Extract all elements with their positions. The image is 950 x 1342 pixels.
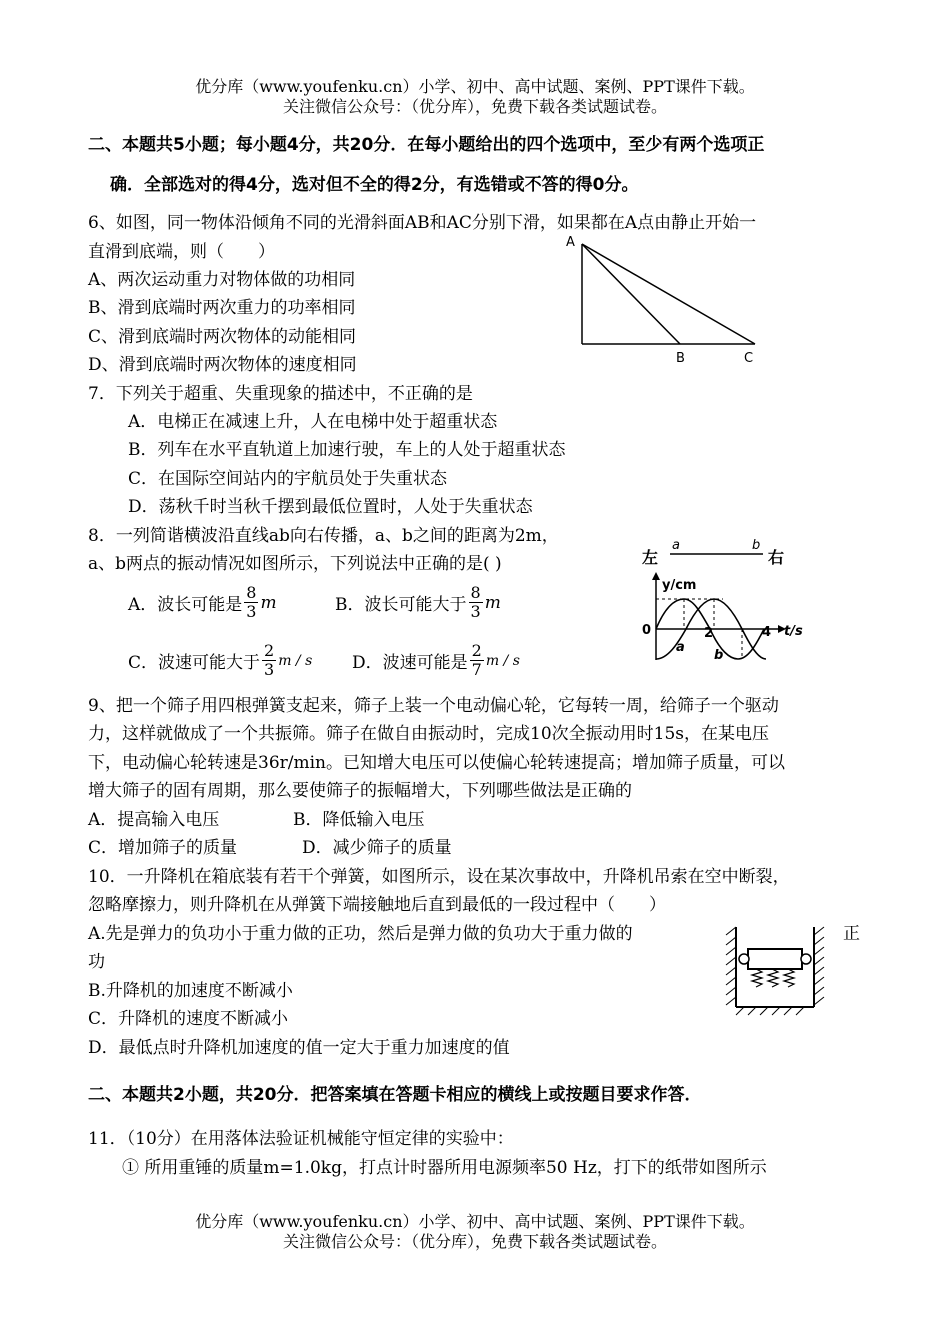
label-b: B — [676, 351, 685, 366]
q8-option-d: D．波速可能是 $\frac{2}{7}$ m / s — [352, 641, 520, 679]
q7-option-b: B．列车在水平直轨道上加速行驶，车上的人处于超重状态 — [128, 440, 566, 460]
q9-option-b: B．降低输入电压 — [293, 810, 425, 830]
tick-2: 2 — [704, 626, 714, 641]
q9-line-4: 增大筛子的固有周期，那么要使筛子的振幅增大，下列哪些做法是正确的 — [88, 781, 632, 801]
section2-title-line-2: 确．全部选对的得4分，选对但不全的得2分，有选错或不答的得0分。 — [110, 175, 639, 195]
q7-stem: 7．下列关于超重、失重现象的描述中，不正确的是 — [88, 384, 473, 404]
q9-line-2: 力，这样就做成了一个共振筛。筛子在做自由振动时，完成10次全振动用时15s，在某电压 — [88, 724, 769, 744]
spring-middle — [768, 969, 778, 987]
origin-label: 0 — [642, 623, 652, 638]
q8-option-c: C．波速可能大于 $\frac{2}{3}$ m / s — [128, 641, 313, 679]
elevator-car — [748, 949, 802, 969]
footer-line-2: 关注微信公众号：（优分库），免费下载各类试题试卷。 — [282, 1232, 667, 1251]
header-line-2: 关注微信公众号：（优分库），免费下载各类试题试卷。 — [282, 97, 667, 116]
q9-line-3: 下，电动偏心轮转速是36r/min。已知增大电压可以使偏心轮转速提高；增加筛子质量，可以 — [88, 753, 785, 773]
footer-line-1: 优分库（www.youfenku.cn）小学、初中、高中试题、案例、PPT课件下载。 — [195, 1212, 755, 1231]
label-a: A — [566, 235, 575, 250]
q9-line-1: 9、把一个筛子用四根弹簧支起来，筛子上装一个电动偏心轮，它每转一周，给筛子一个驱动 — [88, 696, 779, 716]
tick-4: 4 — [762, 625, 772, 640]
q8-option-b: B．波长可能大于 $\frac{8}{3}$ m — [335, 583, 501, 621]
q10-option-a-tail: 正 — [843, 924, 860, 944]
q6-incline-figure — [560, 232, 790, 372]
q8-stem-line-1: 8．一列简谐横波沿直线ab向右传播，a、b之间的距离为2m， — [88, 526, 559, 546]
section2-title-line-1: 二、本题共5小题；每小题4分，共20分．在每小题给出的四个选项中，至少有两个选项正 — [88, 135, 765, 155]
q11-item-1: ① 所用重锤的质量m=1.0kg，打点计时器所用电源频率50 Hz，打下的纸带如图所示 — [122, 1158, 767, 1178]
left-wheel — [739, 954, 749, 964]
incline-ac — [582, 244, 755, 344]
label-right: 右 — [768, 548, 785, 567]
q8-wave-figure — [638, 535, 808, 670]
q9-option-a: A．提高输入电压 — [88, 810, 220, 830]
y-axis-label: y/cm — [662, 578, 697, 593]
q6-option-c: C、滑到底端时两次物体的动能相同 — [88, 327, 357, 347]
spring-left — [752, 969, 762, 987]
right-wheel — [801, 954, 811, 964]
label-left: 左 — [642, 548, 659, 567]
q7-option-a: A．电梯正在减速上升，人在电梯中处于超重状态 — [128, 412, 498, 432]
incline-ab — [582, 244, 680, 344]
q9-option-c: C．增加筛子的质量 — [88, 838, 238, 858]
q10-line-1: 10．一升降机在箱底装有若干个弹簧，如图所示，设在某次事故中，升降机吊索在空中断裂， — [88, 867, 790, 887]
q10-option-a-line-2: 功 — [88, 952, 105, 972]
q6-stem-line-2: 直滑到底端，则（ ） — [88, 242, 275, 262]
q10-option-c: C．升降机的速度不断减小 — [88, 1009, 289, 1029]
q6-stem-line-1: 6、如图，同一物体沿倾角不同的光滑斜面AB和AC分别下滑，如果都在A点由静止开始一 — [88, 213, 757, 233]
q10-elevator-figure — [722, 925, 830, 1017]
q6-option-d: D、滑到底端时两次物体的速度相同 — [88, 355, 357, 375]
q7-option-d: D．荡秋千时当秋千摆到最低位置时，人处于失重状态 — [128, 497, 533, 517]
point-a-label: a — [672, 538, 680, 553]
q8-stem-line-2: a、b两点的振动情况如图所示，下列说法中正确的是( ) — [88, 554, 502, 574]
q10-line-2: 忽略摩擦力，则升降机在从弹簧下端接触地后直到最低的一段过程中（ ） — [88, 895, 666, 915]
section3-title: 二、本题共2小题，共20分．把答案填在答题卡相应的横线上或按题目要求作答． — [88, 1085, 702, 1105]
q11-stem: 11．（10分）在用落体法验证机械能守恒定律的实验中： — [88, 1129, 514, 1149]
curve-a-label: a — [676, 640, 685, 655]
x-axis-label: t/s — [784, 624, 803, 639]
curve-b-label: b — [714, 648, 724, 663]
q10-option-a-line-1: A.先是弹力的负功小于重力做的正功，然后是弹力做的负功大于重力做的 — [88, 924, 633, 944]
header-line-1: 优分库（www.youfenku.cn）小学、初中、高中试题、案例、PPT课件下载。 — [195, 77, 755, 96]
spring-right — [784, 969, 794, 987]
q6-option-a: A、两次运动重力对物体做的功相同 — [88, 270, 356, 290]
label-c: C — [744, 351, 754, 366]
point-b-label: b — [752, 538, 761, 553]
q8-option-a: A．波长可能是 $\frac{8}{3}$ m — [128, 583, 277, 621]
q10-option-d: D．最低点时升降机加速度的值一定大于重力加速度的值 — [88, 1038, 510, 1058]
q7-option-c: C．在国际空间站内的宇航员处于失重状态 — [128, 469, 448, 489]
q10-option-b: B.升降机的加速度不断减小 — [88, 981, 293, 1001]
q6-option-b: B、滑到底端时两次重力的功率相同 — [88, 298, 356, 318]
q9-option-d: D．减少筛子的质量 — [302, 838, 452, 858]
